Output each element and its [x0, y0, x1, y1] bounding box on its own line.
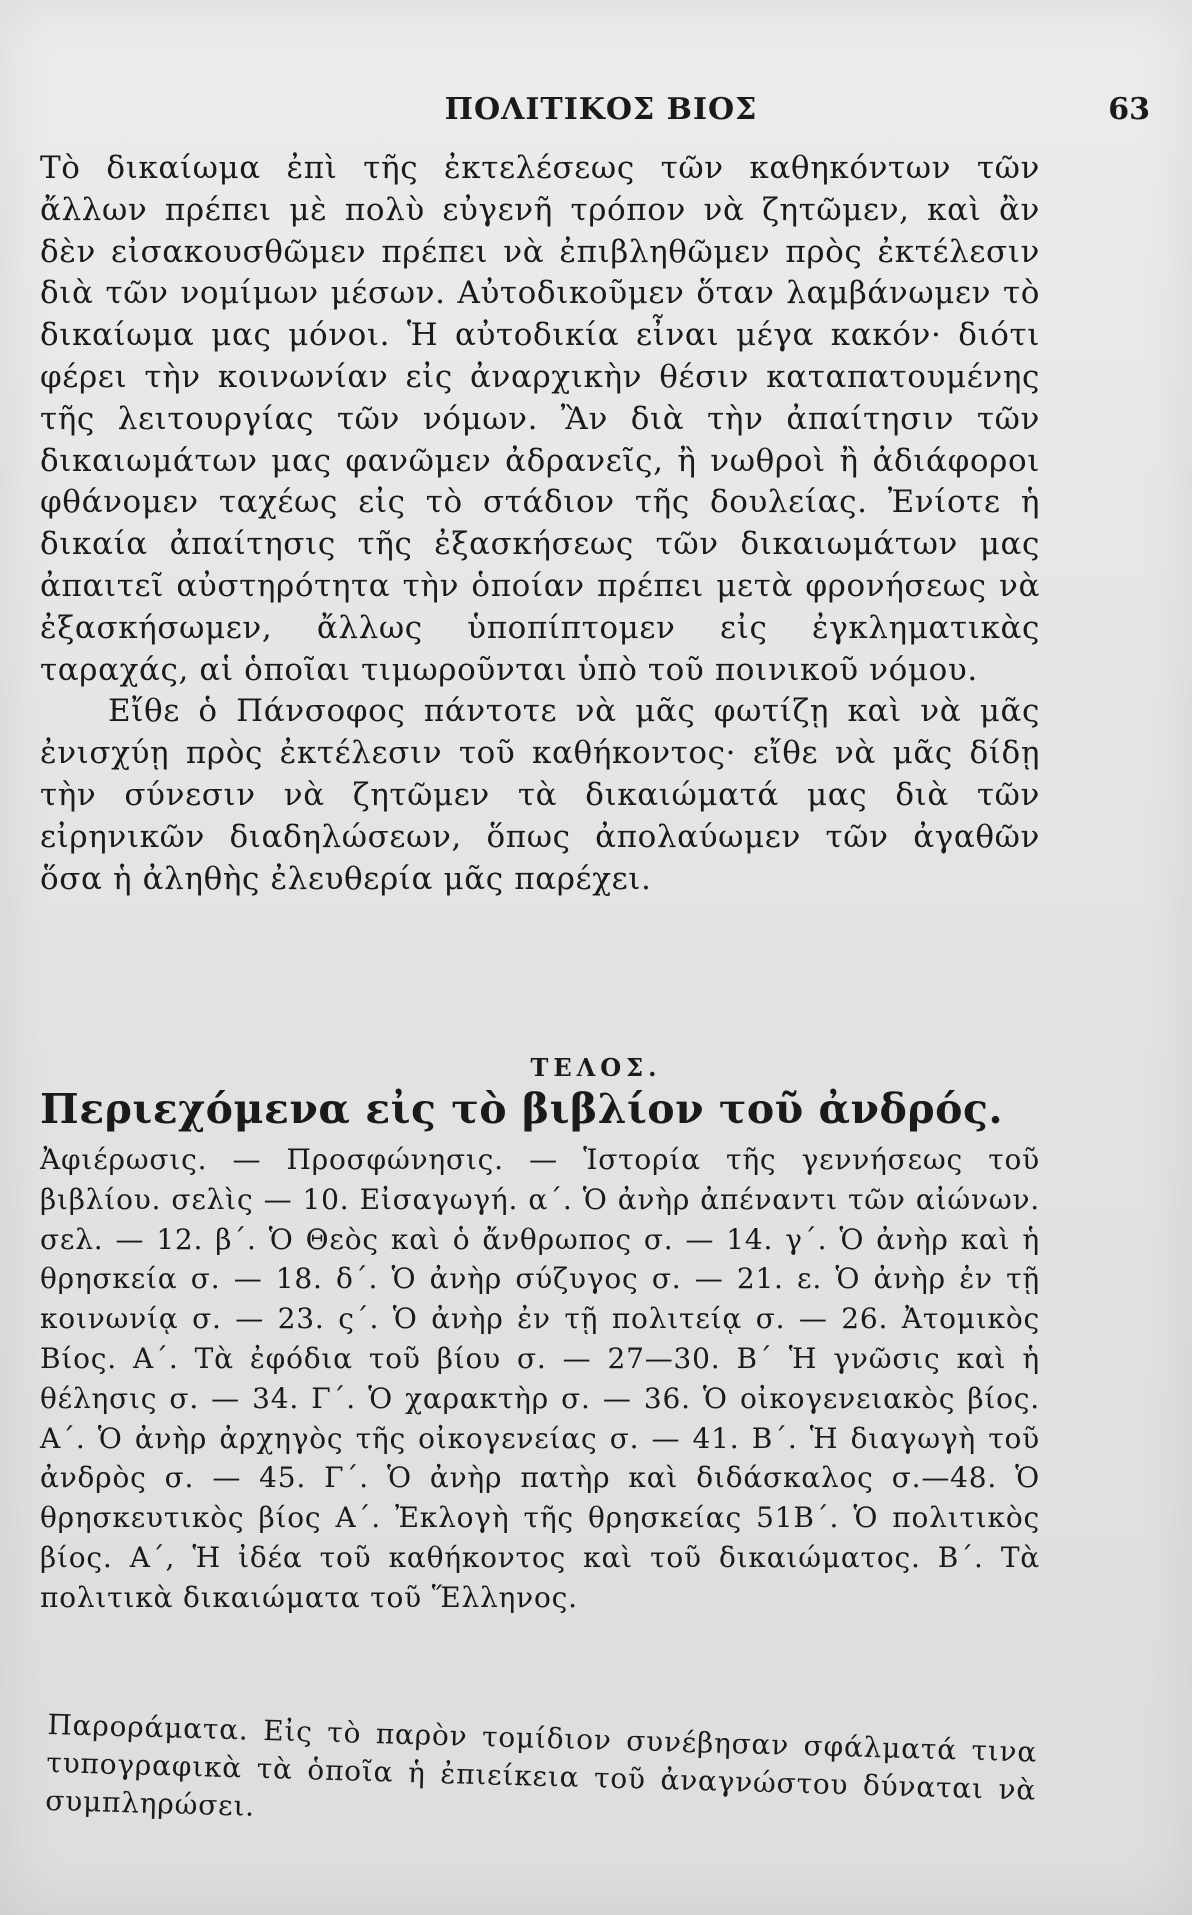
errata-note: Παροράματα. Εἰς τὸ παρὸν τομίδιον συνέβησαν σφάλματά τινα τυπογραφικὰ τὰ ὁποῖα ἡ ἐπιείκεια τοῦ ἀναγνώστου δύναται νὰ συμπληρώσει. — [44, 1707, 1038, 1823]
running-title: ΠΟΛΙΤΙΚΟΣ ΒΙΟΣ — [444, 92, 758, 127]
contents-heading: Περιεχόμενα εἰς τὸ βιβλίον τοῦ ἀνδρός. — [40, 1085, 1004, 1133]
contents-list: Ἀφιέρωσις. — Προσφώνησις. — Ἱστορία τῆς γεννήσεως τοῦ βιβλίου. σελὶς — 10. Εἰσαγωγή. α΄. Ὁ ἀνὴρ ἀπέναντι τῶν αἰώνων. σελ. — 12. β΄. Ὁ Θεὸς καὶ ὁ ἄνθρωπος σ. — 14. γ΄. Ὁ ἀνὴρ καὶ ἡ θρησκεία σ. — 18. δ΄. Ὁ ἀνὴρ σύζυγος σ. — 21. ε. Ὁ ἀνὴρ ἐν τῇ κοινωνίᾳ σ. — 23. ς΄. Ὁ ἀνὴρ ἐν τῇ πολιτείᾳ σ. — 26. Ἀτομικὸς Βίος. Α΄. Τὰ ἐφόδια τοῦ βίου σ. — 27—30. Β΄ Ἡ γνῶσις καὶ ἡ θέλησις σ. — 34. Γ΄. Ὁ χαρακτὴρ σ. — 36. Ὁ οἰκογενειακὸς βίος. Α΄. Ὁ ἀνὴρ ἀρχηγὸς τῆς οἰκογενείας σ. — 41. Β΄. Ἡ διαγωγὴ τοῦ ἀνδρὸς σ. — 45. Γ΄. Ὁ ἀνὴρ πατὴρ καὶ διδάσκαλος σ.—48. Ὁ θρησκευτικὸς βίος Α΄. Ἐκλογὴ τῆς θρησκείας 51Β΄. Ὁ πολιτικὸς βίος. Α΄, Ἡ ἰδέα τοῦ καθήκοντος καὶ τοῦ δικαιώματος. Β΄. Τὰ πολιτικὰ δικαιώματα τοῦ Ἕλληνος. — [40, 1143, 1040, 1614]
main-text — [40, 148, 1040, 900]
paragraph: Εἴθε ὁ Πάνσοφος πάντοτε νὰ μᾶς φωτίζῃ καὶ νὰ μᾶς ἐνισχύῃ πρὸς ἐκτέλεσιν τοῦ καθήκοντος· εἴθε νὰ μᾶς δίδῃ τὴν σύνεσιν νὰ ζητῶμεν τὰ δικαιώματά μας διὰ τῶν εἰρηνικῶν διαδηλώσεων, ὅπως ἀπολαύωμεν τῶν ἀγαθῶν ὅσα ἡ ἀληθὴς ἐλευθερία μᾶς παρέχει. — [40, 693, 1040, 897]
page-number: 63 — [1108, 92, 1150, 127]
paragraph: Τὸ δικαίωμα ἐπὶ τῆς ἐκτελέσεως τῶν καθηκόντων τῶν ἄλλων πρέπει μὲ πολὺ εὐγενῆ τρόπον νὰ ζητῶμεν, καὶ ἂν δὲν εἰσακουσθῶμεν πρέπει νὰ ἐπιβληθῶμεν πρὸς ἐκτέλεσιν διὰ τῶν νομίμων μέσων. Αὐτοδικοῦμεν ὅταν λαμβάνωμεν τὸ δικαίωμα μας μόνοι. Ἡ αὐτοδικία εἶναι μέγα κακόν· διότι φέρει τὴν κοινωνίαν εἰς ἀναρχικὴν θέσιν καταπατουμένης τῆς λειτουργίας τῶν νόμων. Ἂν διὰ τὴν ἀπαίτησιν τῶν δικαιωμάτων μας φανῶμεν ἀδρανεῖς, ἢ νωθροὶ ἢ ἀδιάφοροι φθάνομεν ταχέως εἰς τὸ στάδιον τῆς δουλείας. Ἐνίοτε ἡ δικαία ἀπαίτησις τῆς ἐξασκήσεως τῶν δικαιωμάτων μας ἀπαιτεῖ αὐστηρότητα τὴν ὁποίαν πρέπει μετὰ φρονήσεως νὰ ἐξασκήσωμεν, ἄλλως ὑποπίπτομεν εἰς ἐγκληματικὰς ταραχάς, αἱ ὁποῖαι τιμωροῦνται ὑπὸ τοῦ ποινικοῦ νόμου. — [40, 150, 1040, 688]
end-mark: ΤΕΛΟΣ. — [530, 1053, 662, 1082]
page-header — [40, 92, 1162, 132]
